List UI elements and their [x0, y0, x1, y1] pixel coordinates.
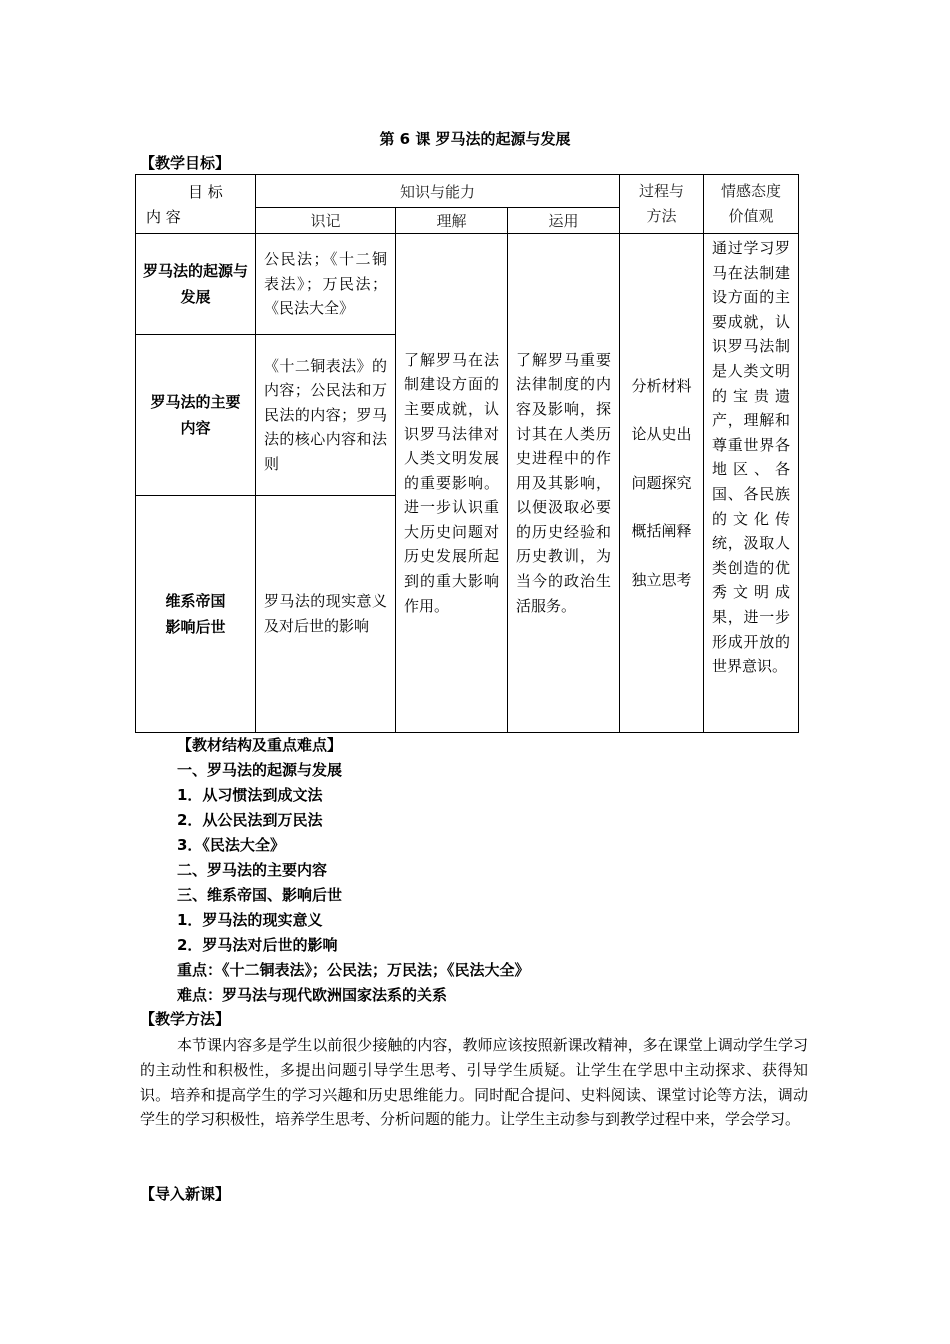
process-methods — [620, 234, 704, 733]
method-paragraph: 本节课内容多是学生以前很少接触的内容，教师应该按照新课改精神，多在课堂上调动学生学习的主动性和积极性，多提出问题引导学生思考、引导学生质疑。让学生在学思中主动探求、获得知识。培养和提高学生的学习兴趣和历史思维能力。同时配合提问、史料阅读、课堂讨论等方法，调动学生的学习积极性，培养学生思考、分析问题的能力。让学生主动参与到教学过程中来，学会学习。 — [140, 1036, 808, 1129]
method-item: 问题探究 — [631, 473, 692, 492]
header-apply: 运用 — [508, 208, 620, 234]
section-heading-intro: 【导入新课】 — [140, 1185, 231, 1203]
row-label-influence: 维系帝国影响后世 — [136, 496, 256, 733]
recall-origin: 公民法；《十二铜表法》；万民法；《民法大全》 — [256, 234, 396, 335]
header-recall: 识记 — [256, 208, 396, 234]
outline-line: 2．从公民法到万民法 — [177, 811, 323, 829]
header-corner-bottom: 内 容 — [146, 208, 181, 226]
header-understand: 理解 — [396, 208, 508, 234]
header-process: 过程与方法 — [620, 175, 704, 234]
header-knowledge: 知识与能力 — [256, 175, 620, 208]
key-points: 重点：《十二铜表法》；公民法；万民法；《民法大全》 — [177, 961, 530, 979]
outline-line: 三、维系帝国、影响后世 — [177, 886, 343, 904]
apply-text: 了解罗马重要法律制度的内容及影响，探讨其在人类历史进程中的作用及其影响，以便汲取必要的历史经验和历史教训，为当今的政治生活服务。 — [508, 234, 620, 733]
section-heading-goals: 【教学目标】 — [140, 154, 231, 172]
outline-line: 一、罗马法的起源与发展 — [177, 761, 343, 779]
goals-table — [135, 174, 799, 733]
method-item: 论从史出 — [631, 425, 692, 444]
lesson-title: 第 6 课 罗马法的起源与发展 — [379, 130, 571, 148]
header-corner-top: 目 标 — [188, 183, 223, 201]
difficult-points: 难点：罗马法与现代欧洲国家法系的关系 — [177, 986, 448, 1004]
section-heading-structure: 【教材结构及重点难点】 — [177, 736, 343, 754]
header-corner-cell — [136, 175, 256, 234]
header-attitude: 情感态度价值观 — [704, 175, 799, 234]
method-item: 分析材料 — [631, 376, 692, 395]
row-label-content: 罗马法的主要内容 — [136, 335, 256, 496]
attitude-text: 通过学习罗马在法制建设方面的主要成就，认识罗马法制是人类文明的宝贵遗产，理解和尊重世界各地区、各国、各民族的文化传统，汲取人类创造的优秀文明成果，进一步形成开放的世界意识。 — [704, 234, 799, 733]
outline-line: 1．从习惯法到成文法 — [177, 786, 323, 804]
recall-influence: 罗马法的现实意义及对后世的影响 — [256, 496, 396, 733]
understand-text: 了解罗马在法制建设方面的主要成就，认识罗马法律对人类文明发展的重要影响。进一步认识重大历史问题对历史发展所起到的重大影响作用。 — [396, 234, 508, 733]
method-item: 概括阐释 — [631, 522, 692, 541]
outline-line: 1．罗马法的现实意义 — [177, 911, 323, 929]
method-item: 独立思考 — [631, 570, 692, 589]
row-label-origin: 罗马法的起源与发展 — [136, 234, 256, 335]
recall-content: 《十二铜表法》的内容；公民法和万民法的内容；罗马法的核心内容和法则 — [256, 335, 396, 496]
outline-line: 二、罗马法的主要内容 — [177, 861, 328, 879]
outline-line: 2．罗马法对后世的影响 — [177, 936, 338, 954]
outline-line: 3．《民法大全》 — [177, 836, 285, 854]
section-heading-method: 【教学方法】 — [140, 1010, 231, 1028]
